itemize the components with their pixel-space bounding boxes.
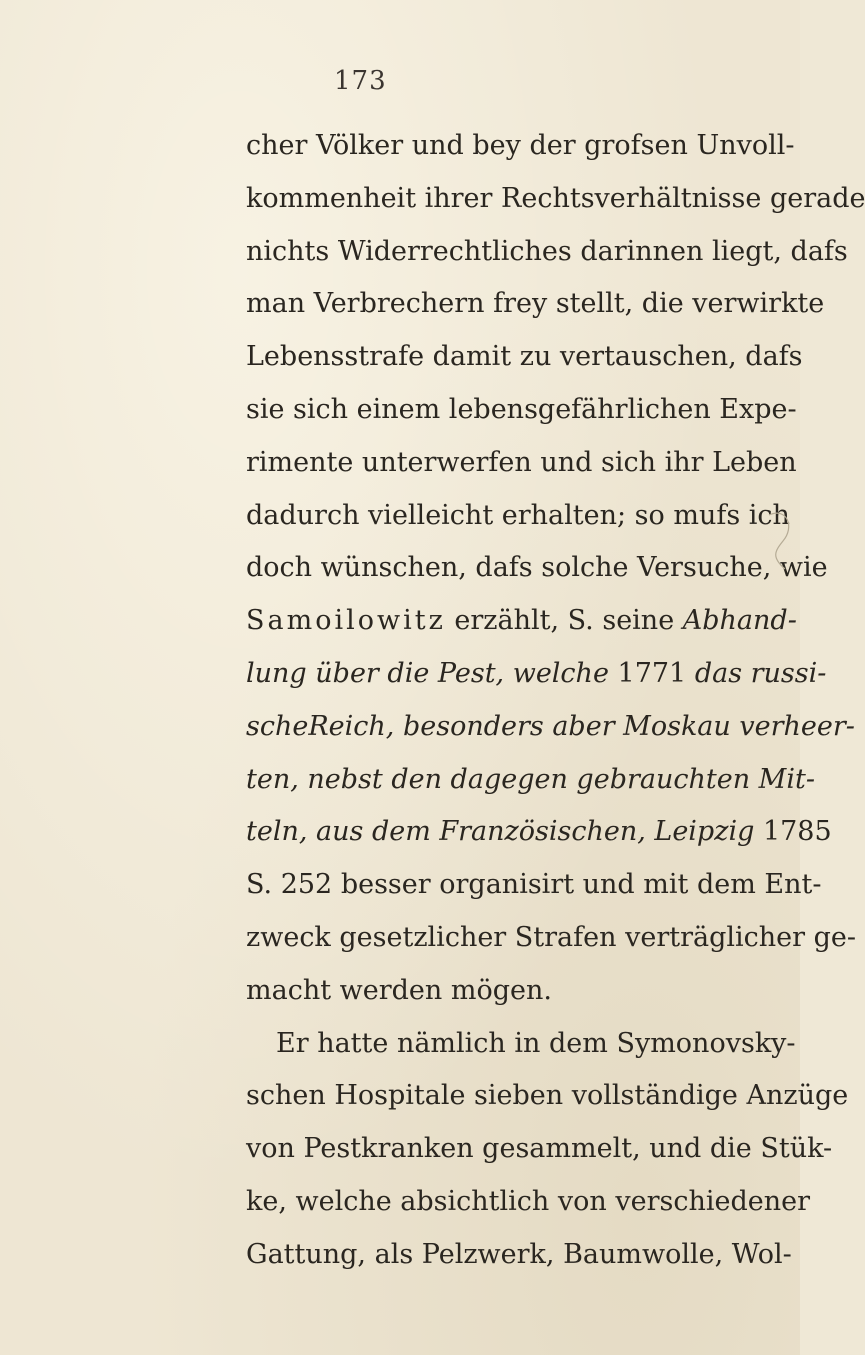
text-segment: sie sich einem lebensgefährlichen Expe-: [246, 393, 797, 425]
margin-scribble: [765, 505, 795, 575]
text-line: [246, 965, 806, 1018]
text-segment: schen Hospitale sieben vollständige Anzüge: [246, 1080, 849, 1112]
text-segment: scheReich, besonders aber Moskau verheer-: [246, 710, 855, 742]
text-segment: ten, nebst den dagegen gebrauchten Mit-: [246, 763, 815, 795]
text-segment: lung über die Pest, welche: [246, 657, 618, 689]
text-segment: macht werden mögen.: [246, 974, 552, 1006]
text-line: [246, 1229, 806, 1282]
text-segment: zweck gesetzlicher Strafen verträglicher ge-: [246, 921, 857, 953]
text-segment: von Pestkranken gesammelt, und die Stük-: [246, 1133, 833, 1165]
text-segment: man Verbrechern frey stellt, die verwirkte: [246, 288, 825, 320]
text-line: [246, 173, 865, 226]
text-segment: teln, aus dem Französischen, Leipzig: [246, 816, 763, 848]
text-line: [246, 1070, 849, 1123]
text-segment: Lebensstrafe damit zu vertauschen, dafs: [246, 341, 803, 373]
text-line: [246, 331, 806, 384]
text-line: [246, 701, 855, 754]
text-line: [246, 806, 832, 859]
text-line: [246, 1123, 833, 1176]
text-line: [246, 490, 806, 543]
text-line: [246, 384, 806, 437]
page-number: 173: [334, 66, 387, 96]
text-segment: Er hatte nämlich in dem Symonovsky-: [276, 1027, 796, 1059]
text-line: [246, 595, 806, 648]
text-segment: erzählt, S. seine: [445, 605, 683, 637]
text-segment: kommenheit ihrer Rechtsverhältnisse gerade: [246, 182, 865, 214]
text-line: [246, 278, 825, 331]
text-line: [246, 542, 828, 595]
text-line: [246, 120, 806, 173]
text-line: [246, 1176, 811, 1229]
text-line: [246, 226, 848, 279]
text-line: [246, 859, 822, 912]
text-segment: 1785: [762, 816, 832, 848]
text-segment: Abhand-: [682, 605, 797, 637]
text-segment: doch wünschen, dafs solche Versuche, wie: [246, 552, 828, 584]
text-segment: dadurch vielleicht erhalten; so mufs ich: [246, 499, 790, 531]
text-segment: ke, welche absichtlich von verschiedener: [246, 1185, 811, 1217]
text-line: [246, 912, 857, 965]
text-segment: Samoilowitz: [246, 605, 446, 637]
text-segment: das russi-: [694, 657, 827, 689]
text-segment: cher Völker und bey der grofsen Unvoll-: [246, 130, 795, 161]
body-text: [246, 120, 865, 1282]
text-segment: 1771: [617, 657, 695, 689]
text-line: [246, 648, 827, 701]
text-segment: nichts Widerrechtliches darinnen liegt, dafs: [246, 235, 848, 267]
text-line: [246, 754, 815, 807]
text-segment: Gattung, als Pelzwerk, Baumwolle, Wol-: [246, 1238, 792, 1270]
text-line: [246, 1018, 806, 1071]
text-segment: rimente unterwerfen und sich ihr Leben: [246, 446, 797, 478]
text-line: [246, 437, 806, 490]
text-segment: S. 252 besser organisirt und mit dem Ent-: [246, 869, 822, 901]
